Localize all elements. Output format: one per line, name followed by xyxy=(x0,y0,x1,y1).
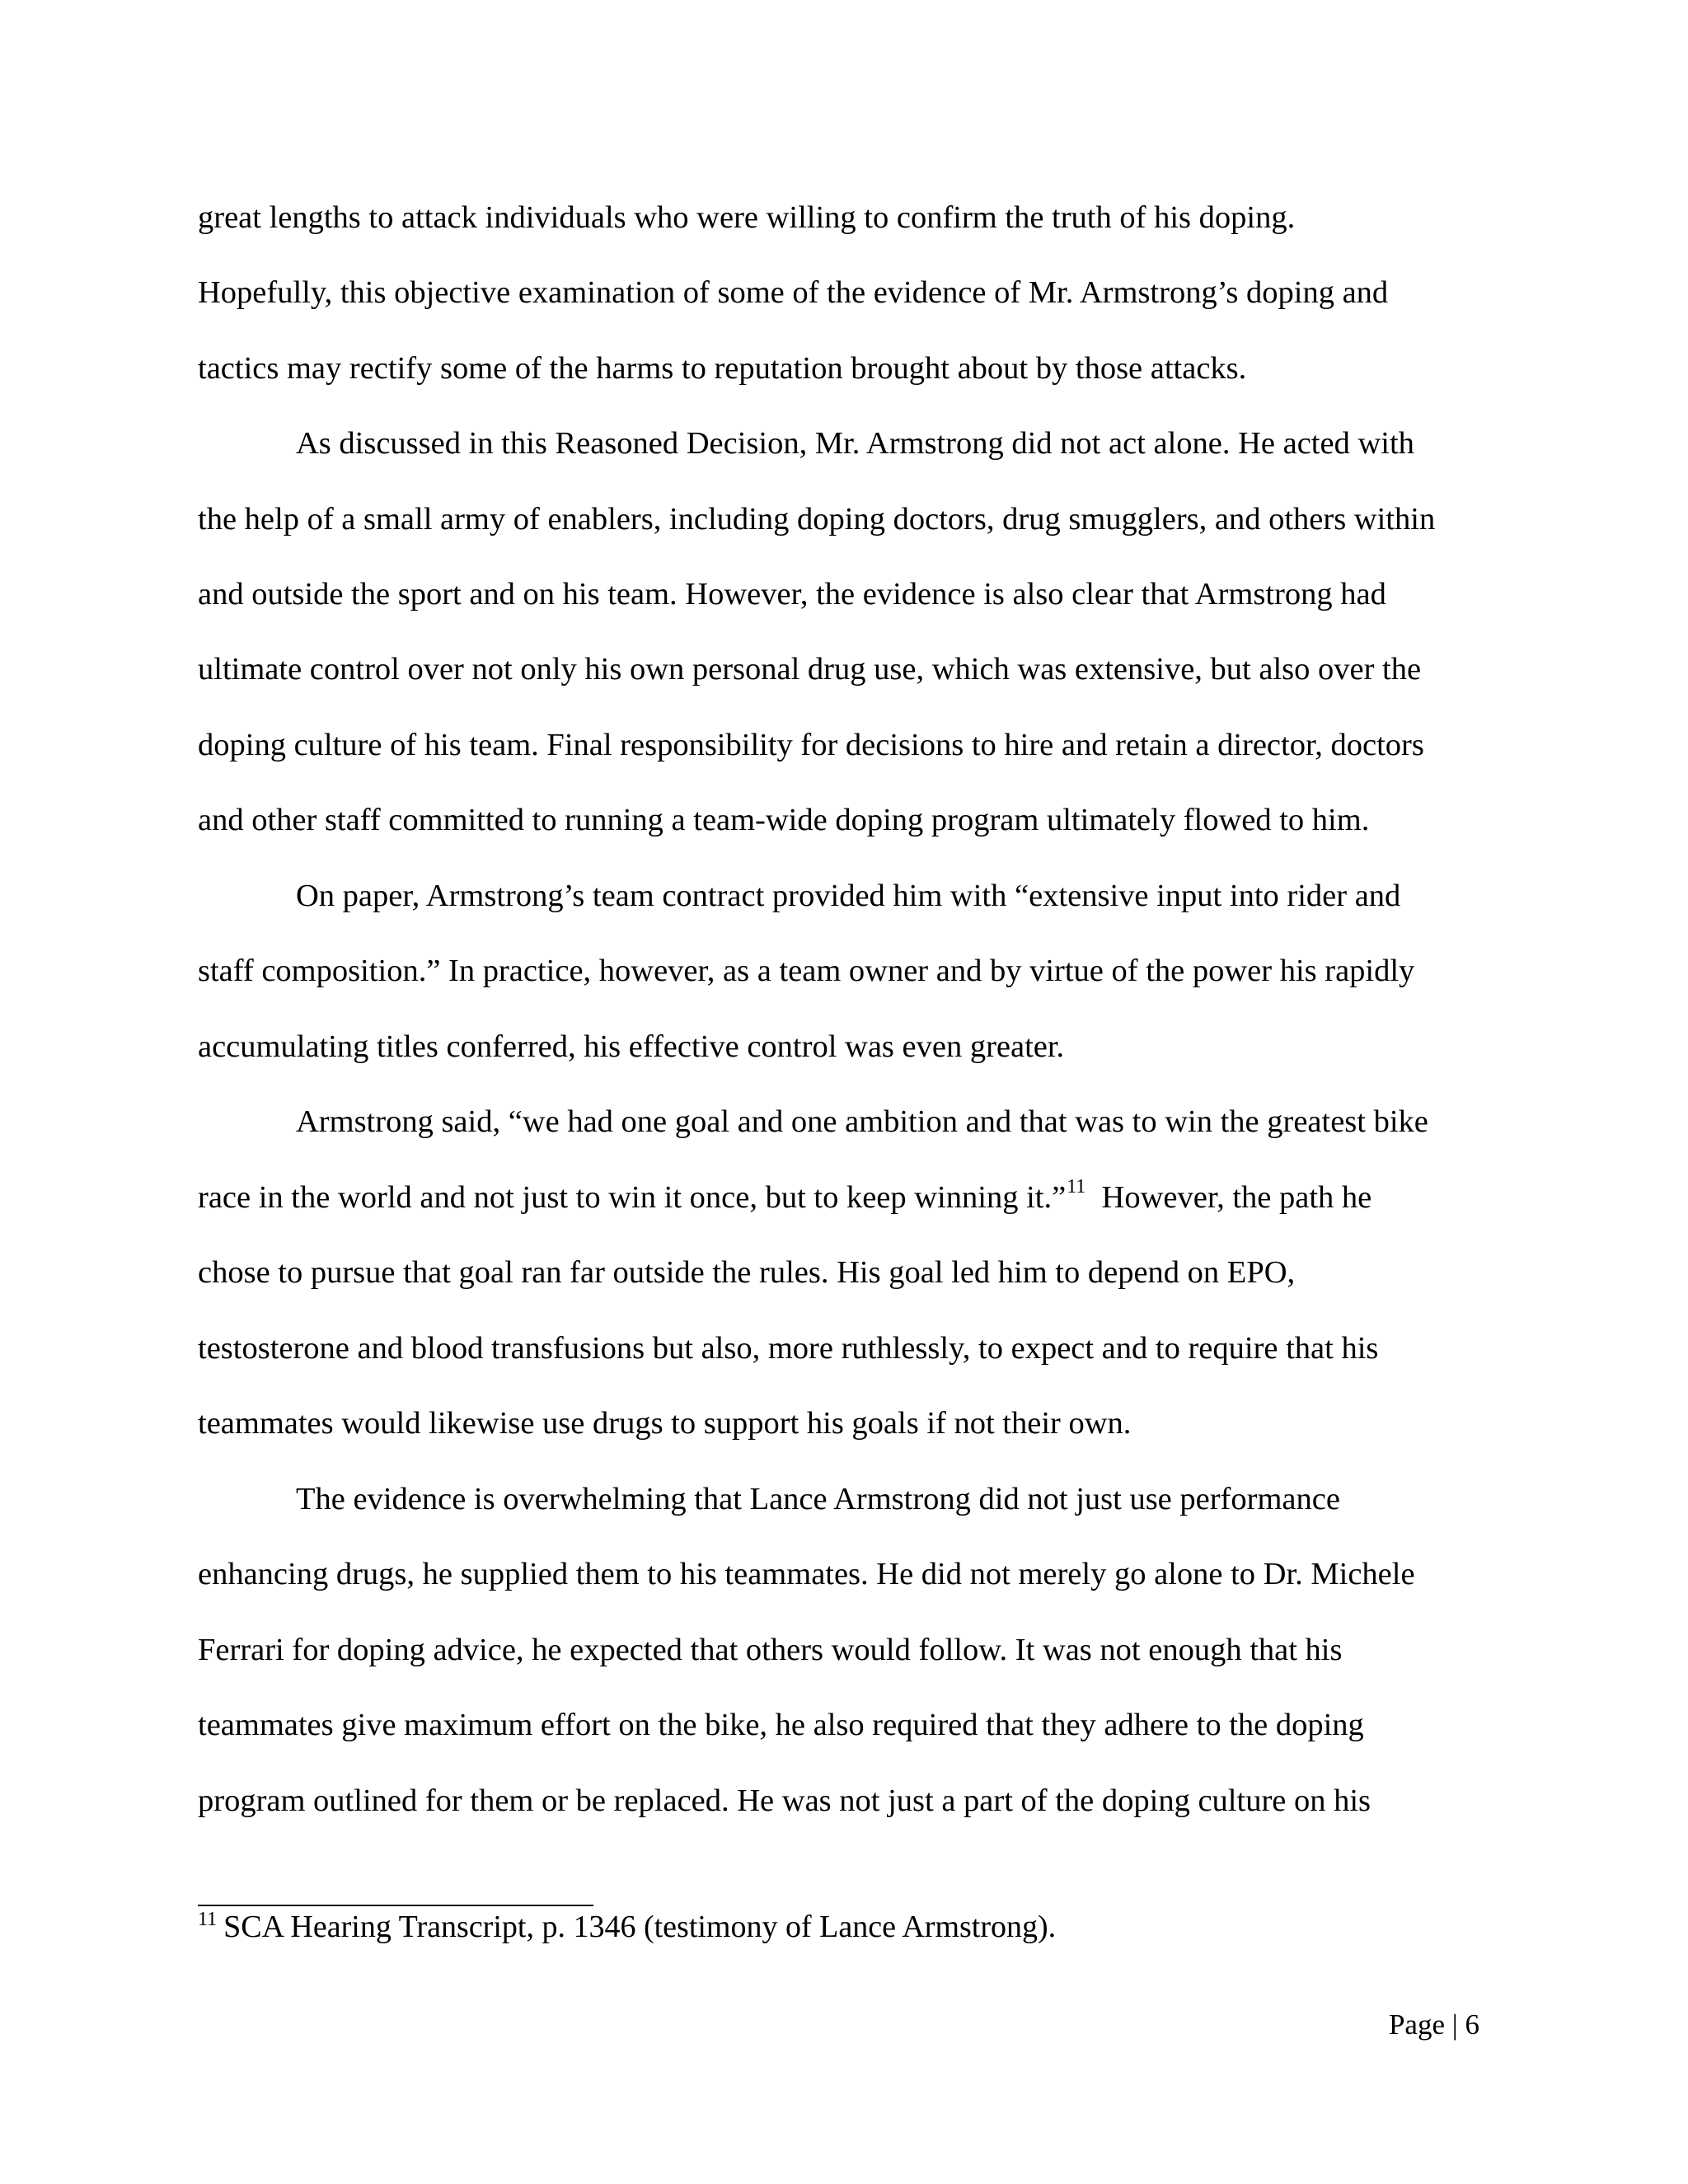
body-line-11: staff composition.” In practice, however, as a team owner and by virtue of the power his rapidly xyxy=(198,954,1415,988)
body-line-20: Ferrari for doping advice, he expected that others would follow. It was not enough that his xyxy=(198,1633,1343,1667)
body-line-7: ultimate control over not only his own personal drug use, which was extensive, but also over the xyxy=(198,652,1422,687)
paragraph-3-first-line: On paper, Armstrong’s team contract provided him with “extensive input into rider and xyxy=(296,879,1401,913)
body-line-6: and outside the sport and on his team. However, the evidence is also clear that Armstrong had xyxy=(198,577,1386,612)
footnote-reference[interactable]: 11 xyxy=(1067,1176,1086,1197)
body-line-1: great lengths to attack individuals who were willing to confirm the truth of his doping. xyxy=(198,200,1296,235)
body-line-17: teammates would likewise use drugs to support his goals if not their own. xyxy=(198,1406,1132,1441)
body-line-8: doping culture of his team. Final responsibility for decisions to hire and retain a director, doctors xyxy=(198,728,1424,762)
body-line-19: enhancing drugs, he supplied them to his teammates. He did not merely go alone to Dr. Michele xyxy=(198,1557,1415,1591)
body-line-21: teammates give maximum effort on the bike, he also required that they adhere to the doping xyxy=(198,1708,1364,1742)
body-line-3: tactics may rectify some of the harms to reputation brought about by those attacks. xyxy=(198,351,1247,386)
paragraph-2-first-line: As discussed in this Reasoned Decision, Mr. Armstrong did not act alone. He acted with xyxy=(296,426,1414,461)
body-line-16: testosterone and blood transfusions but also, more ruthlessly, to expect and to require that his xyxy=(198,1331,1379,1366)
body-line-22: program outlined for them or be replaced. He was not just a part of the doping culture on his xyxy=(198,1783,1372,1818)
body-line-14-text: race in the world and not just to win it once, but to keep winning it.” xyxy=(198,1180,1067,1215)
footnote xyxy=(198,1911,1056,1943)
body-line-14-tail xyxy=(1085,1180,1372,1215)
footnote-text: SCA Hearing Transcript, p. 1346 (testimony of Lance Armstrong). xyxy=(223,1910,1057,1944)
body-line-15: chose to pursue that goal ran far outside the rules. His goal led him to depend on EPO, xyxy=(198,1255,1296,1290)
footnote-separator xyxy=(198,1905,593,1906)
body-line-2: Hopefully, this objective examination of some of the evidence of Mr. Armstrong’s doping and xyxy=(198,275,1389,310)
body-line-5: the help of a small army of enablers, including doping doctors, drug smugglers, and others within xyxy=(198,502,1436,537)
footnote-number: 11 xyxy=(198,1909,218,1930)
paragraph-4-first-line: Armstrong said, “we had one goal and one ambition and that was to win the greatest bike xyxy=(296,1104,1428,1139)
page-number: Page | 6 xyxy=(1388,2008,1479,2041)
body-line-12: accumulating titles conferred, his effective control was even greater. xyxy=(198,1029,1065,1064)
paragraph-5-first-line: The evidence is overwhelming that Lance Armstrong did not just use performance xyxy=(296,1482,1340,1516)
body-line-14 xyxy=(198,1176,1372,1215)
body-line-14-tail-text: However, the path he xyxy=(1101,1180,1372,1215)
body-line-9: and other staff committed to running a team-wide doping program ultimately flowed to him. xyxy=(198,803,1370,837)
